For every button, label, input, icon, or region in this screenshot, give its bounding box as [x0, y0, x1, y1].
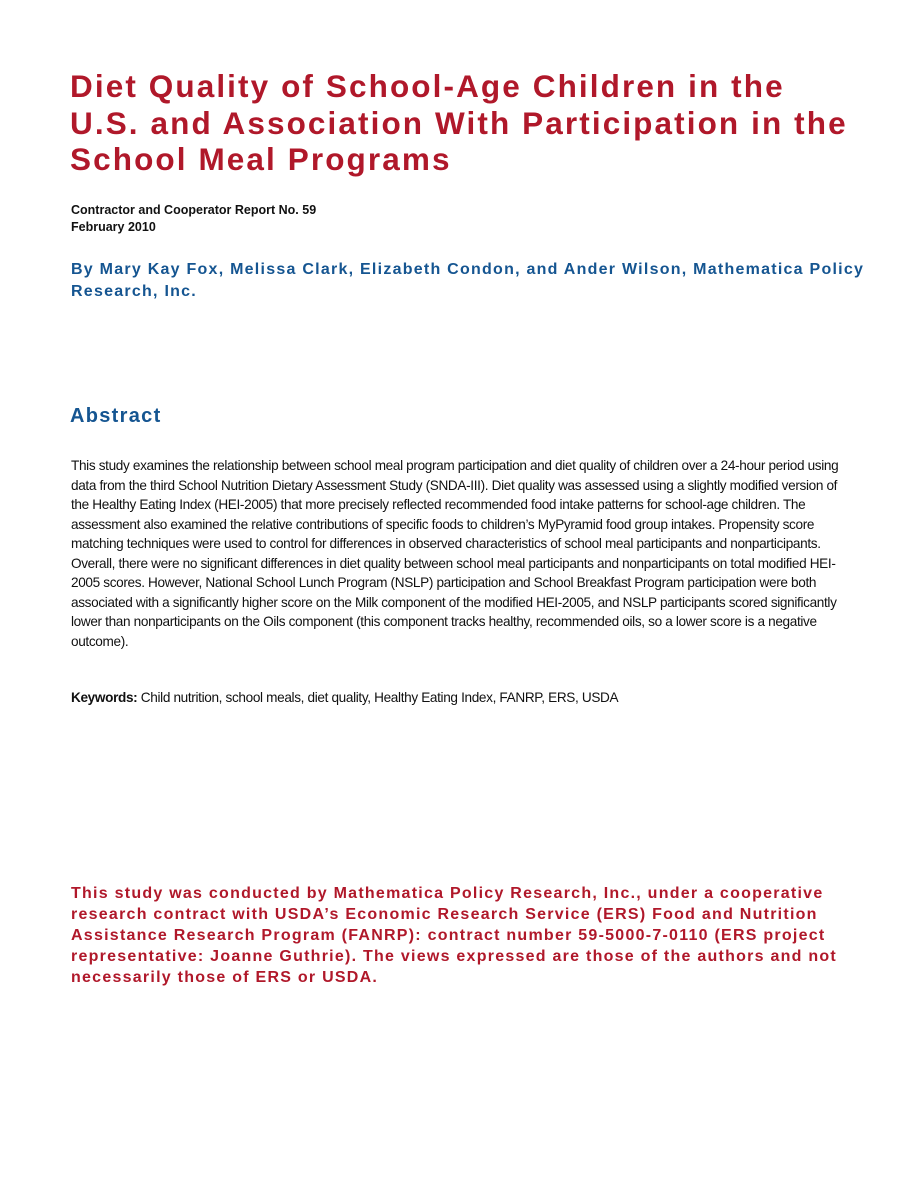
- abstract-text: This study examines the relationship between school meal program participation and diet quality of children over a 24-hour period using data from the third School Nutrition Dietary Assessment Study (SNDA-III). Diet quality was assessed using a slightly modified version of the Healthy Eating Index (HEI-2005) that more precisely reflected recommended food intake patterns for school-age children. The assessment also examined the relative contributions of specific foods to children’s MyPyramid food group intakes. Propensity score matching techniques were used to control for differences in observed characteristics of school meal participants and nonparticipants. Overall, there were no significant differences in diet quality between school meal participants and nonparticipants on total modified HEI-2005 scores. However, National School Lunch Program (NSLP) participation and School Breakfast Program participation were both associated with a significantly higher score on the Milk component of the modified HEI-2005, and NSLP participants scored significantly lower than nonparticipants on the Oils component (this component tracks healthy, recommended oils, so a lower score is a negative outcome).: [71, 458, 839, 649]
- report-number: Contractor and Cooperator Report No. 59: [71, 203, 317, 217]
- document-title: Diet Quality of School-Age Children in the U.S. and Association With Participation in the School Meal Programs: [70, 68, 848, 177]
- disclaimer-text: This study was conducted by Mathematica Policy Research, Inc., under a cooperative research contract with USDA’s Economic Research Service (ERS) Food and Nutrition Assistance Research Program (FANRP): contract number 59-5000-7-0110 (ERS project representative: Joanne Guthrie). The views expressed are those of the authors and not necessarily those of ERS or USDA.: [71, 885, 837, 986]
- keywords-text: Child nutrition, school meals, diet quality, Healthy Eating Index, FANRP, ERS, USDA: [140, 690, 619, 705]
- report-date: February 2010: [71, 220, 156, 234]
- abstract-heading: Abstract: [70, 405, 162, 427]
- keywords: [71, 688, 851, 708]
- report-meta: [71, 202, 316, 236]
- keywords-label: Keywords:: [71, 690, 138, 705]
- author-byline: By Mary Kay Fox, Melissa Clark, Elizabeth Condon, and Ander Wilson, Mathematica Policy Research, Inc.: [71, 261, 865, 300]
